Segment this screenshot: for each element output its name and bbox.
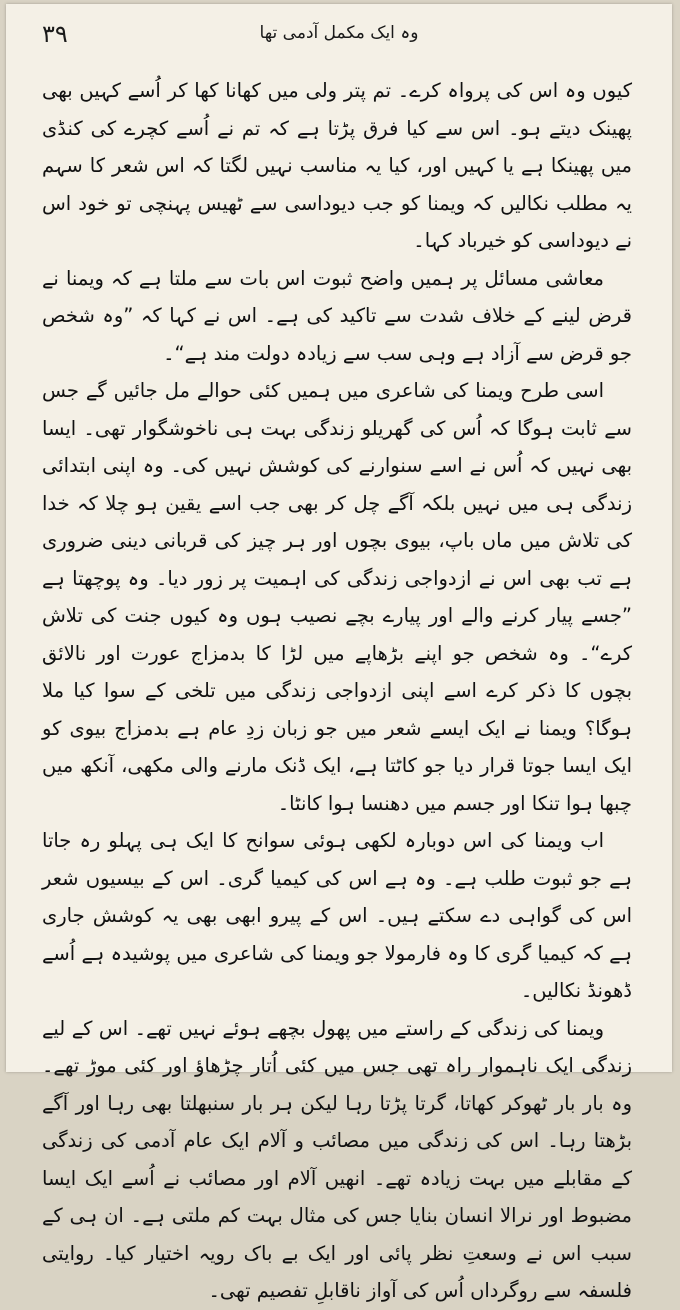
paragraph-1: کیوں وہ اس کی پرواہ کرے۔ تم پتر ولی میں کھانا کھا کر اُسے کہیں بھی پھینک دیتے ہو۔ اس سے کیا فرق پڑتا ہے کہ تم نے اُسے کچرے کی کنڈی میں پھینکا ہے یا کہیں اور، کیا یہ مناسب نہیں لگتا کہ اس شعر کا سہم یہ مطلب نکالیں کہ ویمنا کو جب دیوداسی سے ٹھیس پہنچی تو خود اس نے دیوداسی کو خیرباد کہا۔ — [42, 79, 632, 252]
paragraph-5: ویمنا کی زندگی کے راستے میں پھول بچھے ہوئے نہیں تھے۔ اس کے لیے زندگی ایک ناہموار راہ تھی جس میں کئی اُتار چڑھاؤ اور کئی موڑ تھے۔ وہ بار بار ٹھوکر کھاتا، گرتا پڑتا رہا لیکن ہر بار سنبھلتا بھی رہا اور آگے بڑھتا رہا۔ اس کی زندگی میں مصائب و آلام ایک عام آدمی کی زندگی کے مقابلے میں بہت زیادہ تھے۔ انھیں آلام اور مصائب نے اُسے ایک ایسا مضبوط اور نرالا انسان بنایا جس کی مثال بہت کم ملتی ہے۔ ان ہی کے سبب اس نے وسعتِ نظر پائی اور ایک بے باک رویہ اختیار کیا۔ روایتی فلسفہ سے روگرداں اُس کی آواز ناقابلِ تفصیم تھی۔ — [42, 1016, 632, 1302]
page-number: ٣٩ — [42, 20, 68, 48]
body-text — [42, 72, 632, 1310]
book-page — [6, 4, 672, 1302]
paragraph-3: اسی طرح ویمنا کی شاعری میں ہمیں کئی حوالے مل جائیں گے جس سے ثابت ہوگا کہ اُس کی گھریلو زندگی بہت ہی ناخوشگوار تھی۔ ایسا بھی نہیں کہ اُس نے اسے سنوارنے کی کوشش نہیں کی۔ وہ اپنی ابتدائی زندگی ہی میں نہیں بلکہ آگے چل کر بھی جب اسے یقین ہو چلا کہ خدا کی تلاش میں ماں باپ، بیوی بچوں اور ہر چیز کی قربانی دینی ضروری ہے تب بھی اس نے ازدواجی زندگی کی اہمیت پر زور دیا۔ وہ پوچھتا ہے ”جسے پیار کرنے والے اور پیارے بچے نصیب ہوں وہ کیوں جنت کی تلاش کرے“۔ وہ شخص جو اپنے بڑھاپے میں لڑا کا بدمزاج عورت اور نالائق بچوں کا ذکر کرے اسے اپنی ازدواجی زندگی میں تلخی کے سوا کیا ملا ہوگا؟ ویمنا نے ایک ایسے شعر میں جو زبان زدِ عام ہے بدمزاج بیوی کو ایک ایسا جوتا قرار دیا جو کاٹتا ہے، ایک ڈنک مارنے والی مکھی، آنکھ میں چبھا ہوا تنکا اور جسم میں دھنسا ہوا کانٹا۔ — [42, 379, 632, 815]
page-header — [6, 18, 672, 54]
paragraph-2: معاشی مسائل پر ہمیں واضح ثبوت اس بات سے ملتا ہے کہ ویمنا نے قرض لینے کے خلاف شدت سے تاکید کی ہے۔ اس نے کہا کہ ”وہ شخص جو قرض سے آزاد ہے وہی سب سے زیادہ دولت مند ہے“۔ — [42, 266, 632, 365]
running-title: وہ ایک مکمل آدمی تھا — [259, 23, 419, 43]
paragraph-4: اب ویمنا کی اس دوبارہ لکھی ہوئی سوانح کا ایک ہی پہلو رہ جاتا ہے جو ثبوت طلب ہے۔ وہ ہے اس کی کیمیا گری۔ اس کے بیسیوں شعر اس کی گواہی دے سکتے ہیں۔ اس کے پیرو ابھی بھی یہ کوشش جاری ہے کہ کیمیا گری کا وہ فارمولا جو ویمنا کی شاعری میں پوشیدہ ہے اُسے ڈھونڈ نکالیں۔ — [42, 829, 632, 1002]
